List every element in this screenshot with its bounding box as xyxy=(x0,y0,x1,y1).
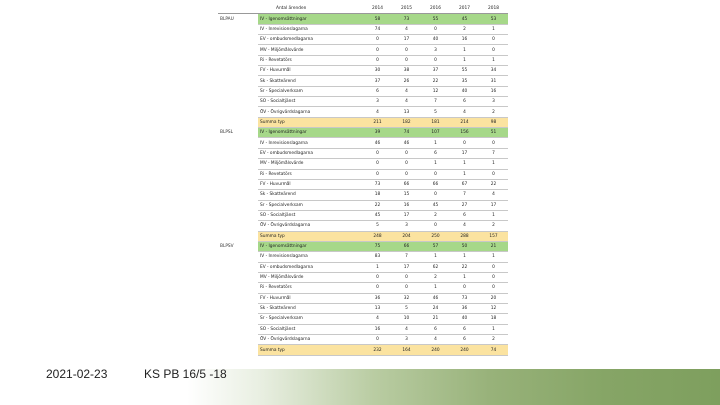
value-cell: 37 xyxy=(421,66,450,76)
group-code-cell: BLPSL xyxy=(220,130,234,136)
value-cell: 24 xyxy=(421,303,450,313)
value-cell: 0 xyxy=(479,169,508,179)
value-cell: 18 xyxy=(363,190,392,200)
row-label-cell: EV - ombudsmedlagarna xyxy=(258,35,363,45)
value-cell: 4 xyxy=(392,97,421,107)
value-cell: 0 xyxy=(421,221,450,231)
value-cell: 1 xyxy=(479,252,508,262)
table-row xyxy=(218,303,508,313)
group-code-cell xyxy=(218,179,258,189)
value-cell: 0 xyxy=(363,335,392,345)
value-cell: 13 xyxy=(392,107,421,117)
table-row xyxy=(218,283,508,293)
value-cell: 1 xyxy=(421,283,450,293)
value-cell: 6 xyxy=(450,335,479,345)
group-code-cell xyxy=(218,76,258,86)
value-cell: 32 xyxy=(392,293,421,303)
group-code-cell xyxy=(218,107,258,117)
value-cell: 0 xyxy=(421,190,450,200)
group-code-cell: BLPSV xyxy=(220,244,234,250)
value-cell: 30 xyxy=(363,66,392,76)
value-cell: 2 xyxy=(479,221,508,231)
value-cell: 5 xyxy=(392,303,421,313)
value-cell: 45 xyxy=(421,200,450,210)
value-cell: 4 xyxy=(392,24,421,34)
value-cell: 1 xyxy=(363,262,392,272)
value-cell: 0 xyxy=(363,283,392,293)
table-row xyxy=(218,252,508,262)
total-row xyxy=(218,231,508,241)
value-cell: 0 xyxy=(392,283,421,293)
value-cell: 74 xyxy=(392,128,421,138)
value-cell: 38 xyxy=(392,66,421,76)
value-cell: 66 xyxy=(392,241,421,251)
group-code-cell xyxy=(218,324,258,334)
value-cell: 16 xyxy=(479,86,508,96)
value-cell: 0 xyxy=(421,24,450,34)
value-cell: 40 xyxy=(450,314,479,324)
row-label-cell: MV - Miljömålsvärde xyxy=(258,45,363,55)
table-row xyxy=(218,45,508,55)
row-label-cell: SO - Socialtjänst xyxy=(258,97,363,107)
group-code-cell xyxy=(218,335,258,345)
statistics-table-container xyxy=(218,4,508,356)
value-cell: 4 xyxy=(421,335,450,345)
table-row xyxy=(218,210,508,220)
value-cell: 46 xyxy=(392,138,421,148)
row-label-cell: Summa typ xyxy=(258,231,363,241)
value-cell: 2 xyxy=(450,24,479,34)
category-header: Antal ärenden xyxy=(258,4,363,14)
value-cell: 6 xyxy=(450,97,479,107)
value-cell: 0 xyxy=(392,159,421,169)
value-cell: 240 xyxy=(421,345,450,355)
value-cell: 0 xyxy=(363,55,392,65)
table-row xyxy=(218,293,508,303)
total-row xyxy=(218,345,508,355)
value-cell: 156 xyxy=(450,128,479,138)
value-cell: 26 xyxy=(392,76,421,86)
row-label-cell: Ri - Revetatörs xyxy=(258,283,363,293)
group-code-cell xyxy=(218,24,258,34)
table-row xyxy=(218,169,508,179)
value-cell: 0 xyxy=(479,283,508,293)
value-cell: 12 xyxy=(479,303,508,313)
group-header-cell xyxy=(218,4,258,14)
value-cell: 4 xyxy=(479,190,508,200)
value-cell: 0 xyxy=(421,55,450,65)
group-code-cell xyxy=(218,159,258,169)
table-row xyxy=(218,221,508,231)
value-cell: 4 xyxy=(392,86,421,96)
value-cell: 74 xyxy=(479,345,508,355)
value-cell: 53 xyxy=(479,14,508,24)
value-cell: 50 xyxy=(450,241,479,251)
row-label-cell: FV - Huvurmål xyxy=(258,293,363,303)
value-cell: 17 xyxy=(392,210,421,220)
value-cell: 10 xyxy=(392,314,421,324)
value-cell: 62 xyxy=(421,262,450,272)
value-cell: 55 xyxy=(450,66,479,76)
case-statistics-table xyxy=(218,4,508,356)
value-cell: 66 xyxy=(392,179,421,189)
row-label-cell: Sk - Skatteärend xyxy=(258,190,363,200)
value-cell: 4 xyxy=(450,221,479,231)
row-label-cell: IV - Igenomsättningar xyxy=(258,14,363,24)
table-row xyxy=(218,55,508,65)
value-cell: 3 xyxy=(392,335,421,345)
year-header: 2016 xyxy=(421,4,450,14)
value-cell: 1 xyxy=(479,210,508,220)
group-code-cell: BLPAU xyxy=(220,16,234,22)
value-cell: 0 xyxy=(363,272,392,282)
row-label-cell: Summa typ xyxy=(258,117,363,127)
value-cell: 36 xyxy=(450,303,479,313)
table-row xyxy=(218,159,508,169)
row-label-cell: SO - Socialtjänst xyxy=(258,210,363,220)
group-code-cell xyxy=(218,117,258,127)
value-cell: 181 xyxy=(421,117,450,127)
table-row xyxy=(218,128,508,138)
group-code-cell xyxy=(218,55,258,65)
value-cell: 250 xyxy=(421,231,450,241)
value-cell: 22 xyxy=(479,179,508,189)
row-label-cell: FV - Huvurmål xyxy=(258,66,363,76)
value-cell: 36 xyxy=(363,293,392,303)
value-cell: 5 xyxy=(421,107,450,117)
footer-reference: KS PB 16/5 -18 xyxy=(144,367,227,381)
table-row xyxy=(218,24,508,34)
value-cell: 1 xyxy=(450,159,479,169)
value-cell: 0 xyxy=(479,138,508,148)
group-code-cell xyxy=(218,210,258,220)
row-label-cell: IV - Inrevisionslagarna xyxy=(258,252,363,262)
value-cell: 288 xyxy=(450,231,479,241)
value-cell: 17 xyxy=(479,200,508,210)
value-cell: 39 xyxy=(363,128,392,138)
value-cell: 0 xyxy=(363,169,392,179)
value-cell: 1 xyxy=(479,55,508,65)
group-code-cell xyxy=(218,45,258,55)
value-cell: 107 xyxy=(421,128,450,138)
value-cell: 46 xyxy=(421,293,450,303)
value-cell: 55 xyxy=(421,14,450,24)
table-row xyxy=(218,76,508,86)
value-cell: 21 xyxy=(479,241,508,251)
value-cell: 3 xyxy=(479,97,508,107)
value-cell: 22 xyxy=(421,76,450,86)
row-label-cell: FV - Huvurmål xyxy=(258,179,363,189)
value-cell: 1 xyxy=(479,324,508,334)
group-code-cell xyxy=(218,303,258,313)
value-cell: 18 xyxy=(479,314,508,324)
value-cell: 22 xyxy=(363,200,392,210)
value-cell: 7 xyxy=(421,97,450,107)
row-label-cell: ÖV - Övrigvärdslagarna xyxy=(258,335,363,345)
table-row xyxy=(218,107,508,117)
row-label-cell: Summa typ xyxy=(258,345,363,355)
value-cell: 22 xyxy=(450,262,479,272)
table-row xyxy=(218,86,508,96)
value-cell: 0 xyxy=(479,272,508,282)
row-label-cell: MV - Miljömålsvärde xyxy=(258,159,363,169)
value-cell: 17 xyxy=(450,148,479,158)
group-code-cell xyxy=(218,200,258,210)
group-code-cell xyxy=(218,190,258,200)
value-cell: 45 xyxy=(450,14,479,24)
row-label-cell: IV - Inrevisionslagarna xyxy=(258,138,363,148)
total-row xyxy=(218,117,508,127)
value-cell: 16 xyxy=(363,324,392,334)
value-cell: 3 xyxy=(421,45,450,55)
row-label-cell: MV - Miljömålsvärde xyxy=(258,272,363,282)
value-cell: 17 xyxy=(392,262,421,272)
value-cell: 3 xyxy=(363,97,392,107)
value-cell: 66 xyxy=(421,179,450,189)
value-cell: 2 xyxy=(479,107,508,117)
table-header-row xyxy=(218,4,508,14)
value-cell: 1 xyxy=(450,169,479,179)
row-label-cell: IV - Igenomsättningar xyxy=(258,128,363,138)
value-cell: 21 xyxy=(421,314,450,324)
group-code-cell xyxy=(218,86,258,96)
group-code-cell xyxy=(218,66,258,76)
value-cell: 6 xyxy=(450,324,479,334)
value-cell: 214 xyxy=(450,117,479,127)
value-cell: 0 xyxy=(392,45,421,55)
table-row xyxy=(218,262,508,272)
value-cell: 2 xyxy=(479,335,508,345)
table-row xyxy=(218,272,508,282)
table-row xyxy=(218,314,508,324)
value-cell: 3 xyxy=(392,221,421,231)
value-cell: 4 xyxy=(363,107,392,117)
value-cell: 0 xyxy=(450,283,479,293)
table-body xyxy=(218,14,508,355)
value-cell: 0 xyxy=(479,35,508,45)
value-cell: 4 xyxy=(450,107,479,117)
value-cell: 98 xyxy=(479,117,508,127)
value-cell: 75 xyxy=(363,241,392,251)
value-cell: 31 xyxy=(479,76,508,86)
value-cell: 73 xyxy=(363,179,392,189)
row-label-cell: Sr - Specialverksam xyxy=(258,314,363,324)
table-row xyxy=(218,179,508,189)
footer-band xyxy=(0,369,720,405)
value-cell: 6 xyxy=(450,210,479,220)
value-cell: 6 xyxy=(421,324,450,334)
table-row xyxy=(218,97,508,107)
group-code-cell xyxy=(218,252,258,262)
group-code-cell xyxy=(218,138,258,148)
value-cell: 1 xyxy=(479,24,508,34)
group-code-cell xyxy=(218,97,258,107)
value-cell: 4 xyxy=(392,324,421,334)
value-cell: 13 xyxy=(363,303,392,313)
value-cell: 204 xyxy=(392,231,421,241)
row-label-cell: ÖV - Övrigvärdslagarna xyxy=(258,221,363,231)
value-cell: 1 xyxy=(421,159,450,169)
value-cell: 1 xyxy=(450,55,479,65)
row-label-cell: Sr - Specialverksam xyxy=(258,200,363,210)
value-cell: 1 xyxy=(450,45,479,55)
value-cell: 16 xyxy=(392,200,421,210)
value-cell: 51 xyxy=(479,128,508,138)
value-cell: 1 xyxy=(450,252,479,262)
group-code-cell xyxy=(218,345,258,355)
table-row xyxy=(218,324,508,334)
value-cell: 6 xyxy=(363,86,392,96)
value-cell: 0 xyxy=(363,148,392,158)
row-label-cell: Ri - Revetatörs xyxy=(258,55,363,65)
table-row xyxy=(218,241,508,251)
value-cell: 0 xyxy=(363,159,392,169)
table-row xyxy=(218,148,508,158)
value-cell: 1 xyxy=(421,252,450,262)
group-code-cell xyxy=(218,35,258,45)
table-row xyxy=(218,200,508,210)
row-label-cell: EV - ombudsmedlagarna xyxy=(258,148,363,158)
value-cell: 46 xyxy=(363,138,392,148)
value-cell: 232 xyxy=(363,345,392,355)
year-header: 2015 xyxy=(392,4,421,14)
value-cell: 0 xyxy=(392,148,421,158)
value-cell: 34 xyxy=(479,66,508,76)
value-cell: 1 xyxy=(421,138,450,148)
value-cell: 0 xyxy=(392,272,421,282)
value-cell: 58 xyxy=(363,14,392,24)
value-cell: 0 xyxy=(421,169,450,179)
value-cell: 2 xyxy=(421,210,450,220)
value-cell: 0 xyxy=(363,35,392,45)
group-code-cell xyxy=(218,169,258,179)
value-cell: 5 xyxy=(363,221,392,231)
table-row xyxy=(218,335,508,345)
year-header: 2018 xyxy=(479,4,508,14)
value-cell: 0 xyxy=(450,138,479,148)
value-cell: 83 xyxy=(363,252,392,262)
group-code-cell xyxy=(218,314,258,324)
footer-date: 2021-02-23 xyxy=(46,367,108,381)
value-cell: 57 xyxy=(421,241,450,251)
row-label-cell: IV - Igenomsättningar xyxy=(258,241,363,251)
value-cell: 27 xyxy=(450,200,479,210)
value-cell: 4 xyxy=(363,314,392,324)
value-cell: 211 xyxy=(363,117,392,127)
value-cell: 7 xyxy=(479,148,508,158)
group-code-cell xyxy=(218,148,258,158)
group-code-cell xyxy=(218,283,258,293)
row-label-cell: Sr - Specialverksam xyxy=(258,86,363,96)
table-row xyxy=(218,35,508,45)
table-row xyxy=(218,138,508,148)
value-cell: 37 xyxy=(363,76,392,86)
value-cell: 40 xyxy=(421,35,450,45)
value-cell: 16 xyxy=(450,35,479,45)
table-row xyxy=(218,14,508,24)
value-cell: 248 xyxy=(363,231,392,241)
row-label-cell: ÖV - Övrigvärdslagarna xyxy=(258,107,363,117)
value-cell: 20 xyxy=(479,293,508,303)
value-cell: 35 xyxy=(450,76,479,86)
row-label-cell: SO - Socialtjänst xyxy=(258,324,363,334)
value-cell: 17 xyxy=(392,35,421,45)
value-cell: 40 xyxy=(450,86,479,96)
value-cell: 73 xyxy=(450,293,479,303)
value-cell: 74 xyxy=(363,24,392,34)
row-label-cell: Ri - Revetatörs xyxy=(258,169,363,179)
value-cell: 0 xyxy=(479,262,508,272)
value-cell: 0 xyxy=(392,55,421,65)
value-cell: 0 xyxy=(392,169,421,179)
value-cell: 7 xyxy=(450,190,479,200)
row-label-cell: Sk - Skatteärend xyxy=(258,76,363,86)
value-cell: 6 xyxy=(421,148,450,158)
value-cell: 0 xyxy=(479,45,508,55)
group-code-cell xyxy=(218,262,258,272)
row-label-cell: Sk - Skatteärend xyxy=(258,303,363,313)
value-cell: 15 xyxy=(392,190,421,200)
group-code-cell xyxy=(218,293,258,303)
row-label-cell: EV - ombudsmedlagarna xyxy=(258,262,363,272)
value-cell: 1 xyxy=(479,159,508,169)
value-cell: 164 xyxy=(392,345,421,355)
group-code-cell xyxy=(218,272,258,282)
value-cell: 67 xyxy=(450,179,479,189)
value-cell: 182 xyxy=(392,117,421,127)
value-cell: 12 xyxy=(421,86,450,96)
year-header: 2017 xyxy=(450,4,479,14)
group-code-cell xyxy=(218,221,258,231)
value-cell: 73 xyxy=(392,14,421,24)
table-row xyxy=(218,66,508,76)
value-cell: 1 xyxy=(450,272,479,282)
group-code-cell xyxy=(218,231,258,241)
row-label-cell: IV - Inrevisionslagarna xyxy=(258,24,363,34)
year-header: 2014 xyxy=(363,4,392,14)
value-cell: 2 xyxy=(421,272,450,282)
value-cell: 0 xyxy=(363,45,392,55)
value-cell: 7 xyxy=(392,252,421,262)
value-cell: 45 xyxy=(363,210,392,220)
value-cell: 157 xyxy=(479,231,508,241)
table-row xyxy=(218,190,508,200)
value-cell: 240 xyxy=(450,345,479,355)
